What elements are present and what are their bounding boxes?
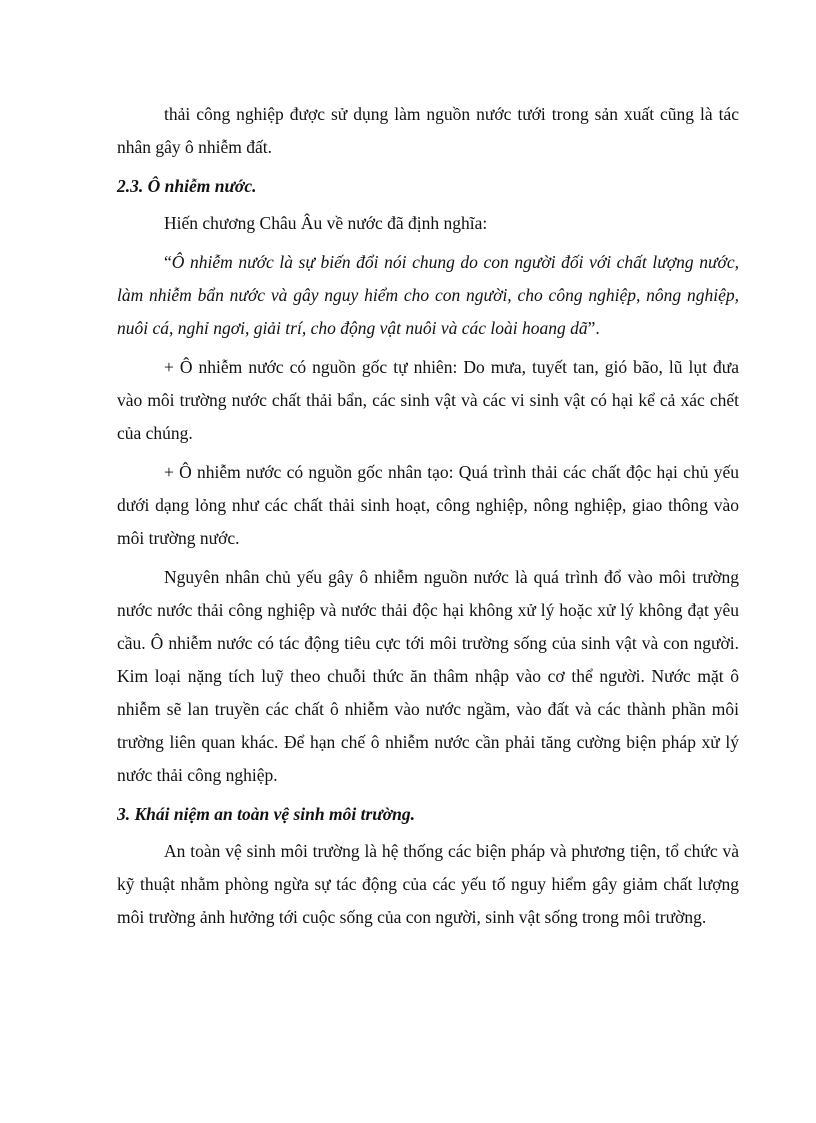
safety-definition-paragraph: An toàn vệ sinh môi trường là hệ thống các biện pháp và phương tiện, tổ chức và kỹ thuật nhằm phòng ngừa sự tác động của các yếu tố nguy hiểm gây giảm chất lượng môi trường ảnh hưởng tới cuộc sống của con người, sinh vật sống trong môi trường. <box>117 841 739 927</box>
document-page <box>117 98 739 940</box>
artificial-source-paragraph: + Ô nhiễm nước có nguồn gốc nhân tạo: Quá trình thải các chất độc hại chủ yếu dưới dạng lỏng như các chất thải sinh hoạt, công nghiệp, nông nghiệp, giao thông vào môi trường nước. <box>117 462 739 548</box>
charter-paragraph: Hiến chương Châu Âu về nước đã định nghĩa: <box>164 213 488 233</box>
charter-quote <box>117 246 739 345</box>
quote-open-mark: “ <box>164 252 172 272</box>
quote-close-mark: ”. <box>587 318 600 338</box>
causes-paragraph: Nguyên nhân chủ yếu gây ô nhiễm nguồn nước là quá trình đổ vào môi trường nước nước thải công nghiệp và nước thải độc hại không xử lý hoặc xử lý không đạt yêu cầu. Ô nhiễm nước có tác động tiêu cực tới môi trường sống của sinh vật và con người. Kim loại nặng tích luỹ theo chuỗi thức ăn thâm nhập vào cơ thể người. Nước mặt ô nhiễm sẽ lan truyền các chất ô nhiễm vào nước ngầm, vào đất và các thành phần môi trường liên quan khác. Để hạn chế ô nhiễm nước cần phải tăng cường biện pháp xử lý nước thải công nghiệp. <box>117 567 739 785</box>
quote-text: Ô nhiễm nước là sự biến đổi nói chung do con người đối với chất lượng nước, làm nhiễm bẩn nước và gây nguy hiểm cho con người, cho công nghiệp, nông nghiệp, nuôi cá, nghỉ ngơi, giải trí, cho động vật nuôi và các loài hoang dã <box>117 252 739 338</box>
section-heading-environmental-safety: 3. Khái niệm an toàn vệ sinh môi trường. <box>117 804 415 824</box>
section-heading-water-pollution: 2.3. Ô nhiễm nước. <box>117 176 257 196</box>
intro-paragraph: thải công nghiệp được sử dụng làm nguồn nước tưới trong sản xuất cũng là tác nhân gây ô nhiễm đất. <box>117 104 739 157</box>
natural-source-paragraph: + Ô nhiễm nước có nguồn gốc tự nhiên: Do mưa, tuyết tan, gió bão, lũ lụt đưa vào môi trường nước chất thải bẩn, các sinh vật và các vi sinh vật có hại kể cả xác chết của chúng. <box>117 357 739 443</box>
